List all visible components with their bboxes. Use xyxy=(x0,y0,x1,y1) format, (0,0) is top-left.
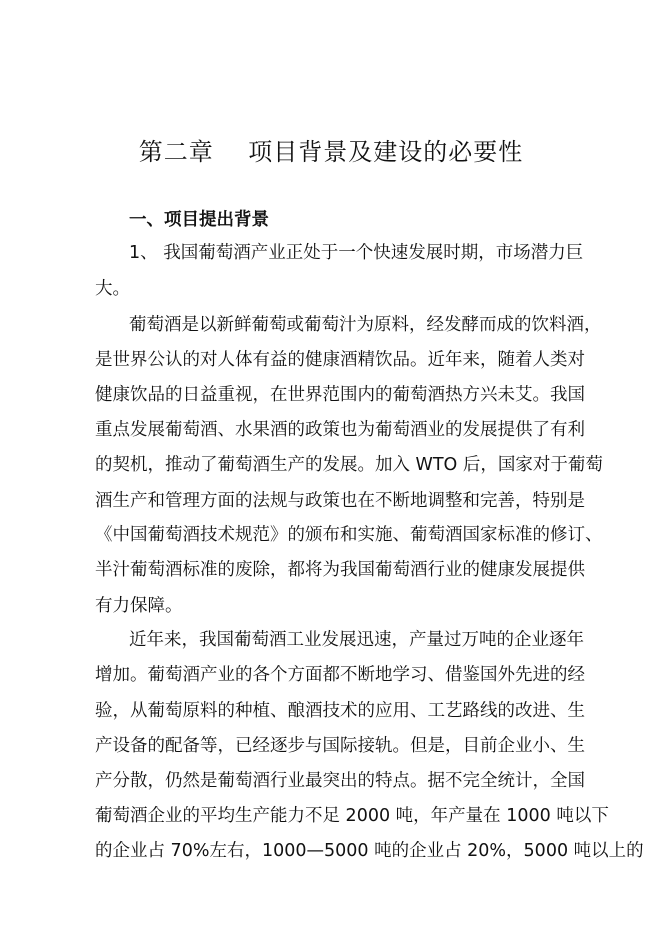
body-line-17: 葡萄酒企业的平均生产能力不足 2000 吨，年产量在 1000 吨以下 xyxy=(95,806,609,826)
body-line-4: 是世界公认的对人体有益的健康酒精饮品。近年来，随着人类对 xyxy=(95,350,585,370)
body-line-3: 葡萄酒是以新鲜葡萄或葡萄汁为原料，经发酵而成的饮料酒， xyxy=(129,315,602,335)
section-heading: 一、项目提出背景 xyxy=(129,210,269,230)
body-line-2: 大。 xyxy=(95,279,130,299)
body-line-14: 验，从葡萄原料的种植、酿酒技术的应用、工艺路线的改进、生 xyxy=(95,701,585,721)
body-line-1: 1、 我国葡萄酒产业正处于一个快速发展时期，市场潜力巨 xyxy=(129,243,584,263)
chapter-title: 第二章 项目背景及建设的必要性 xyxy=(138,138,524,166)
body-line-15: 产设备的配备等，已经逐步与国际接轨。但是，目前企业小、生 xyxy=(95,736,585,756)
body-line-11: 有力保障。 xyxy=(95,596,183,616)
body-line-5: 健康饮品的日益重视，在世界范围内的葡萄酒热方兴未艾。我国 xyxy=(95,385,585,405)
body-line-16: 产分散，仍然是葡萄酒行业最突出的特点。据不完全统计，全国 xyxy=(95,771,585,791)
body-line-7: 的契机，推动了葡萄酒生产的发展。加入 WTO 后，国家对于葡萄 xyxy=(95,455,603,475)
body-line-6: 重点发展葡萄酒、水果酒的政策也为葡萄酒业的发展提供了有利 xyxy=(95,420,585,440)
body-line-10: 半汁葡萄酒标准的废除，都将为我国葡萄酒行业的健康发展提供 xyxy=(95,560,585,580)
body-line-12: 近年来，我国葡萄酒工业发展迅速，产量过万吨的企业逐年 xyxy=(129,630,584,650)
body-line-13: 增加。葡萄酒产业的各个方面都不断地学习、借鉴国外先进的经 xyxy=(95,665,585,685)
body-line-9: 《中国葡萄酒技术规范》的颁布和实施、葡萄酒国家标准的修订、 xyxy=(95,525,603,545)
body-line-18: 的企业占 70%左右，1000—5000 吨的企业占 20%，5000 吨以上的 xyxy=(95,841,644,861)
body-line-8: 酒生产和管理方面的法规与政策也在不断地调整和完善，特别是 xyxy=(95,491,585,511)
